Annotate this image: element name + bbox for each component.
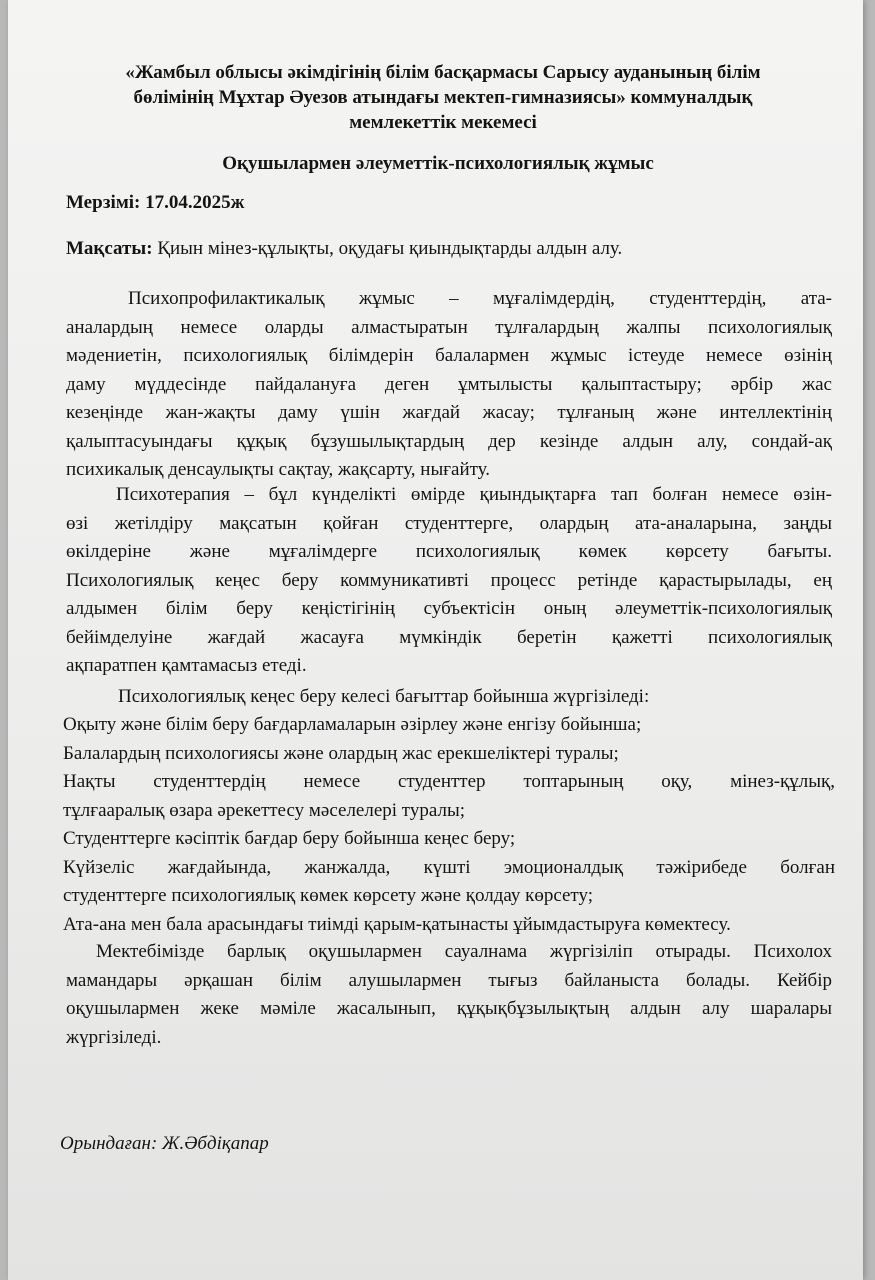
text-line: ақпаратпен қамтамасыз етеді. [66, 655, 307, 676]
document-title: Оқушылармен әлеуметтік-психологиялық жұмыс [222, 153, 654, 174]
list-item: студенттерге психологиялық көмек көрсету және қолдау көрсету; [63, 885, 593, 906]
text-line: өзі жетілдіру мақсатын қойған студенттерге, олардың ата-аналарына, заңды [66, 512, 832, 534]
text-line: Психопрофилактикалық жұмыс – мұғалімдердің, студенттердің, ата- [128, 288, 832, 309]
paragraph-counseling-intro [118, 683, 838, 712]
goal-label: Мақсаты: [66, 238, 153, 259]
text-line: аналардың немесе оларды алмастыратын тұлғалардың жалпы психологиялық [66, 316, 832, 338]
header-line: мемлекеттік мекемесі [349, 112, 537, 133]
text-line: даму мүддесінде пайдалануға деген ұмтылысты қалыптастыру; әрбір жас [66, 373, 832, 395]
header-line: бөлімінің Мұхтар Әуезов атындағы мектеп-гимназиясы» коммуналдық [133, 87, 753, 108]
text-line: Психологиялық кеңес беру келесі бағыттар бойынша жүргізіледі: [118, 686, 650, 707]
goal-line [66, 238, 622, 260]
text-line: алдымен білім беру кеңістігінің субъектісін оның әлеуметтік-психологиялық [66, 598, 832, 619]
document-page [8, 0, 863, 1280]
text-line: мамандары әрқашан білім алушылармен тығыз байланыста болады. Кейбір [66, 969, 832, 991]
paragraph-survey [66, 938, 832, 1052]
deadline-line: Мерзімі: 17.04.2025ж [66, 192, 245, 213]
list-item: Студенттерге кәсіптік бағдар беру бойынша кеңес беру; [63, 828, 516, 849]
list-item: Нақты студенттердің немесе студенттер топтарының оқу, мінез-құлық, [63, 771, 835, 792]
text-line: жүргізіледі. [66, 1026, 162, 1048]
list-item: Күйзеліс жағдайында, жанжалда, күшті эмоционалдық тәжірибеде болған [63, 856, 835, 878]
text-line: оқушылармен жеке мәміле жасалынып, құқықбұзылықтың алдын алу шаралары [66, 998, 832, 1019]
list-item: тұлғааралық өзара әрекеттесу мәселелері туралы; [63, 799, 465, 821]
text-line: Мектебімізде барлық оқушылармен сауалнама жүргізіліп отырады. Психолох [96, 941, 832, 962]
counseling-directions-list [63, 711, 835, 939]
list-item: Балалардың психологиясы және олардың жас ерекшеліктері туралы; [63, 742, 619, 764]
list-item: Ата-ана мен бала арасындағы тиімді қарым-қатынасты ұйымдастыруға көмектесу. [63, 913, 731, 935]
header-line: «Жамбыл облысы әкімдігінің білім басқармасы Сарысу ауданының білім [125, 62, 761, 83]
text-line: бейімделуіне жағдай жасауға мүмкіндік беретін қажетті психологиялық [66, 626, 832, 648]
goal-text: Қиын мінез-құлықты, оқудағы қиындықтарды алдын алу. [152, 238, 623, 259]
text-line: Психологиялық кеңес беру коммуникативті процесс ретінде қарастырылады, ең [66, 569, 832, 591]
signature-line: Орындаған: Ж.Әбдіқапар [60, 1133, 269, 1154]
paragraph-psychotherapy [66, 481, 832, 681]
text-line: өкілдеріне және мұғалімдерге психологиялық көмек көрсету бағыты. [66, 541, 832, 562]
institution-header [78, 60, 808, 135]
text-line: психикалық денсаулықты сақтау, жақсарту, нығайту. [66, 459, 491, 480]
paragraph-psychoprophylaxis [66, 285, 832, 485]
list-item: Оқыту және білім беру бағдарламаларын әзірлеу және енгізу бойынша; [63, 714, 642, 735]
text-line: Психотерапия – бұл күнделікті өмірде қиындықтарға тап болған немесе өзін- [116, 484, 832, 505]
text-line: мәдениетін, психологиялық білімдерін балалармен жұмыс істеуде немесе өзінің [66, 345, 832, 366]
text-line: қалыптасуындағы құқық бұзушылықтардың дер кезінде алдын алу, сондай-ақ [66, 430, 832, 452]
text-line: кезеңінде жан-жақты даму үшін жағдай жасау; тұлғаның және интеллектінің [66, 402, 832, 423]
